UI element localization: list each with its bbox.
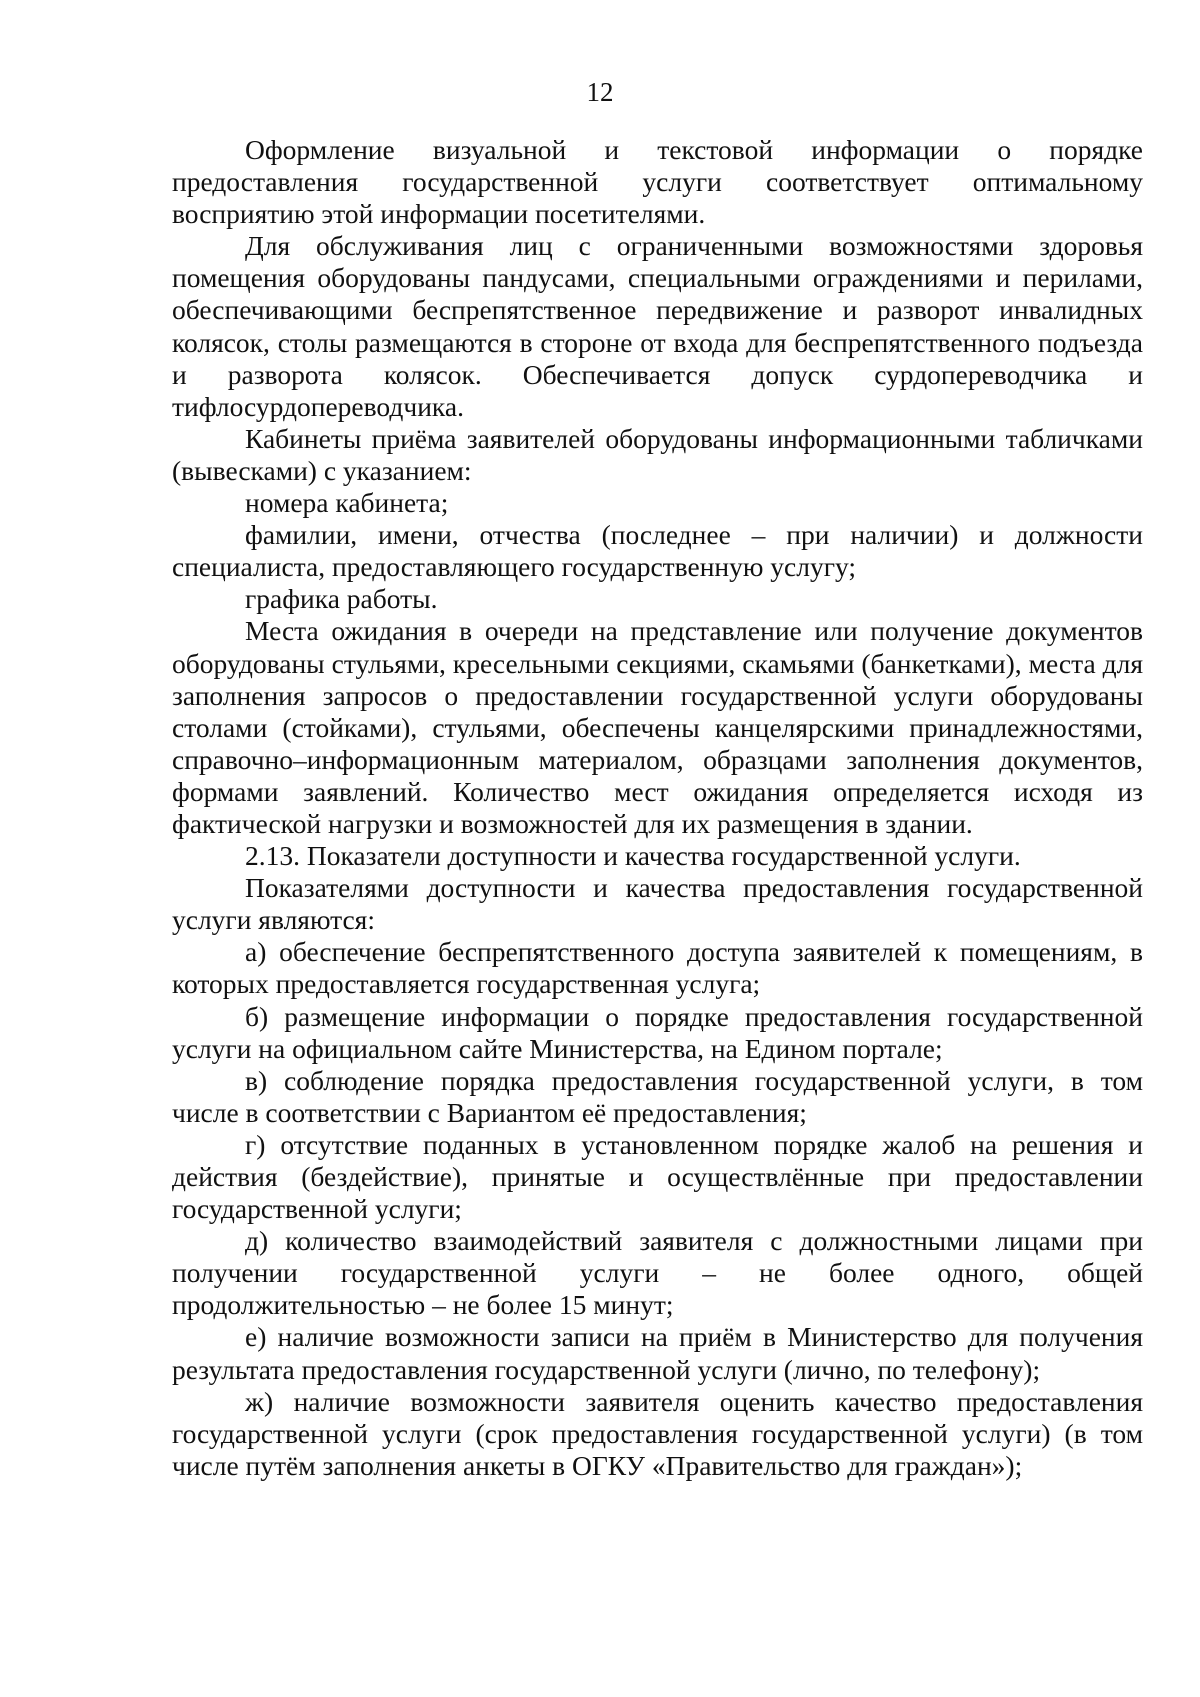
document-body [172,134,1143,1482]
list-item-g: г) отсутствие поданных в установленном порядке жалоб на решения и действия (бездействие), принятые и осуществлённые при предоставлении государственной услуги; [172,1128,1143,1225]
list-item-v: в) соблюдение порядка предоставления государственной услуги, в том числе в соответствии с Вариантом её предоставления; [172,1064,1143,1128]
list-item-e: е) наличие возможности записи на приём в Министерство для получения результата предоставления государственной услуги (лично, по телефону); [172,1321,1143,1385]
paragraph-visual-info: Оформление визуальной и текстовой информации о порядке предоставления государственной услуги соответствует оптимальному восприятию этой информации посетителями. [172,134,1143,230]
paragraph-cabinets: Кабинеты приёма заявителей оборудованы информационными табличками (вывесками) с указанием: [172,422,1143,486]
list-item-schedule: графика работы. [245,583,438,615]
paragraph-indicators-intro: Показателями доступности и качества предоставления государственной услуги являются: [172,872,1143,936]
list-item-cabinet-number: номера кабинета; [245,487,449,519]
section-heading-2-13: 2.13. Показатели доступности и качества государственной услуги. [245,840,1021,872]
list-item-d: д) количество взаимодействий заявителя с должностными лицами при получении государственной услуги – не более одного, общей продолжительностью – не более 15 минут; [172,1225,1143,1321]
list-item-specialist-name: фамилии, имени, отчества (последнее – при наличии) и должности специалиста, предоставляющего государственную услугу; [172,519,1143,583]
list-item-b: б) размещение информации о порядке предоставления государственной услуги на официальном сайте Министерства, на Едином портале; [172,1000,1143,1064]
page-number: 12 [586,77,614,107]
paragraph-waiting-areas: Места ожидания в очереди на представление или получение документов оборудованы стульями, кресельными секциями, скамьями (банкетками), места для заполнения запросов о предоставлении государственной услуги оборудованы столами (стойками), стульями, обеспечены канцелярскими принадлежностями, справочно–информационным материалом, образцами заполнения документов, формами заявлений. Количество мест ожидания определяется исходя из фактической нагрузки и возможностей для их размещения в здании. [172,615,1143,839]
paragraph-accessibility: Для обслуживания лиц с ограниченными возможностями здоровья помещения оборудованы пандусами, специальными ограждениями и перилами, обеспечивающими беспрепятственное передвижение и разворот инвалидных колясок, столы размещаются в стороне от входа для беспрепятственного подъезда и разворота колясок. Обеспечивается допуск сурдопереводчика и тифлосурдопереводчика. [172,230,1143,422]
list-item-a: а) обеспечение беспрепятственного доступа заявителей к помещениям, в которых предоставляется государственная услуга; [172,936,1143,1000]
list-item-zh: ж) наличие возможности заявителя оценить качество предоставления государственной услуги (срок предоставления государственной услуги) (в том числе путём заполнения анкеты в ОГКУ «Правительство для граждан»); [172,1385,1143,1481]
